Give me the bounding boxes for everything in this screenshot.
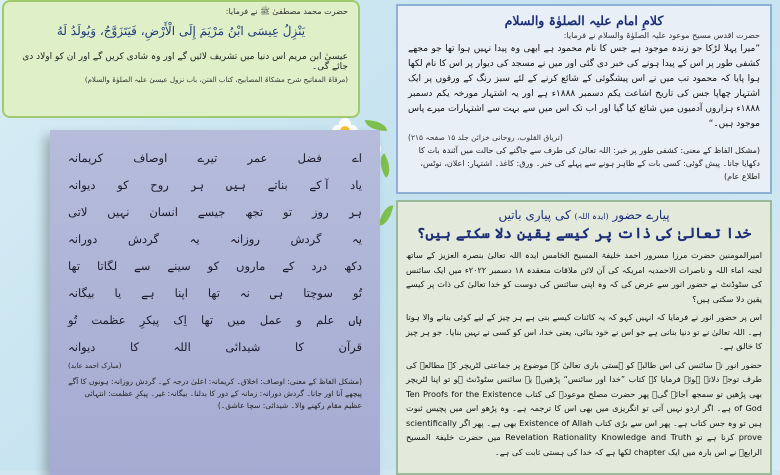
poem-word: کو bbox=[207, 258, 220, 273]
poem-signature: (مبارک احمد عابد) bbox=[68, 362, 122, 370]
poem-word: بناتے bbox=[267, 177, 288, 192]
kalam-card bbox=[396, 4, 772, 194]
poem-word: نہیں bbox=[107, 204, 130, 219]
kalam-intro: حضرت اقدس مسیح موعود علیہ الصلوٰۃ والسلام نے فرمایا: bbox=[563, 31, 760, 40]
hadith-reference: (مرقاۃ المفاتیح شرح مشکاۃ المصابیح، کتاب الفتن، باب نزول عیسیٰ علیہ الصلوٰۃ والسلام) bbox=[84, 76, 348, 84]
poem-word: لگاتا bbox=[97, 258, 118, 273]
poem-line bbox=[68, 333, 362, 360]
poem-word: ہی bbox=[269, 285, 284, 300]
poem-word: پیکرِ bbox=[139, 312, 160, 327]
hadith-heading: حضرت محمد مصطفیٰ ﷺ نے فرمایا: bbox=[225, 7, 348, 16]
poem-word: دورانہ bbox=[68, 231, 98, 246]
poem-word: دیوانہ bbox=[68, 177, 96, 192]
poem-word: گردش bbox=[128, 231, 159, 246]
baatein-paragraph: حضور انور نے سائنس کی اس طالبہ کو ہستی باری تعالیٰ کے موضوع پر جماعتی لٹریچر کے مطالعہ کی طرف توجہ دلاتے ہوئے فرمایا کہ کتاب ”خدا اور سائنس“ پڑھیں۔ یہ سائنس سٹوڈنٹ ہو تو اپنا لٹریچر بھی پڑھیں تو سمجھ آجائے گی۔ پھر حضرت مصلح موعودؓ کی کتاب Ten Proofs for the Existence of God ہے۔ اگر اردو نہیں آتی تو انگریزی میں بھی اس کا ترجمہ ہے۔ وہ پڑھو اس میں پچیس ثبوت ہیں تو وہ جس کتاب ہے۔ پھر اس سے بڑی کتاب Existence of Allah بھی ہے۔ پھر اگر scientifically prove کرنا ہے تو Revelation Rationality Knowledge and Truth میں حضرت خلیفۃ المسیح الرابعؒ نے اس بارہ میں ایک chapter لکھا ہے کہ خدا کی ہستی ثابت کی ہے۔ bbox=[406, 359, 763, 457]
baatein-heading-honorific: (ایدہ اللہ) bbox=[574, 212, 609, 221]
poem-word: عمل bbox=[259, 312, 283, 327]
poem-word: ہیں bbox=[225, 177, 246, 192]
poem-word: لاتی bbox=[68, 204, 88, 219]
baatein-heading-text: پیارے حضور bbox=[612, 208, 670, 222]
poem-word: تھا bbox=[201, 312, 214, 327]
poem-word: علم bbox=[316, 312, 335, 327]
poem-word: اے bbox=[352, 150, 362, 165]
poem-line bbox=[68, 306, 362, 333]
poem-word: یاد bbox=[350, 177, 362, 192]
poem-word: دکھ bbox=[344, 258, 362, 273]
poem-word: عمر bbox=[247, 150, 268, 165]
hadith-arabic-text: يَنْزِلُ عِيسَى ابْنُ مَرْيَمَ إِلَى الْأَرْضِ، فَيَتَزَوَّجُ، وَيُولَدُ لَهُ bbox=[56, 24, 306, 38]
poem-word: تجھ bbox=[245, 204, 264, 219]
poem-line bbox=[68, 198, 362, 225]
poem-word: کے bbox=[282, 258, 295, 273]
poem-word: میں bbox=[227, 312, 246, 327]
baatein-paragraph: اس پر حضور انور نے فرمایا کہ انہیں کہو کہ یہ کائنات کیسے بنی ہے ہر چیز کے لیے کوئی بنانے والا ہوتا ہے۔ اللہ تعالیٰ نے تو دنیا بنانی ہے جو اس نے خود بنائی، یعنی خدا، اس کو کسی نے نہیں بنایا۔ جو ہر چیز کا خالق ہے۔ bbox=[406, 312, 762, 351]
poem-word: دیوانہ bbox=[68, 339, 96, 354]
baatein-title: خدا تعالیٰ کی ذات پر کیسے یقین دلا سکتے ہیں؟ bbox=[416, 225, 752, 242]
poem-word: آ کے bbox=[309, 177, 329, 192]
kalam-glossary: (مشکل الفاظ کے معنی: کشفی طور پر خبر: اللہ تعالیٰ کی طرف سے جاگنے کی حالت میں آئندہ بات کا دکھایا جانا۔ پیش گوئی: کسی بات کے ظاہر ہونے سے پہلے کی خبر۔ ورق: کاغذ۔ اشتہار: اعلان، نوٹس، اطلاع عام) bbox=[418, 146, 760, 181]
poem-card bbox=[50, 130, 380, 475]
poem-word: تھا bbox=[68, 258, 81, 273]
poem-word: تُو bbox=[352, 285, 362, 300]
poem-word: تو bbox=[282, 204, 293, 219]
poem-word: کا bbox=[129, 339, 139, 354]
poem-word: گردش bbox=[290, 231, 322, 246]
poem-word: اپنا bbox=[174, 285, 188, 300]
poem-word: کا bbox=[294, 339, 304, 354]
poem-word: اِک bbox=[173, 312, 187, 327]
poem-line bbox=[68, 225, 362, 252]
poem-line bbox=[68, 252, 362, 279]
poem-word: ہر bbox=[348, 204, 362, 219]
poem-word: قرآن bbox=[338, 339, 362, 354]
poem-word: سوچتا bbox=[303, 285, 333, 300]
poem-word: یا bbox=[114, 285, 122, 300]
poem-word: و bbox=[296, 312, 302, 327]
baatein-paragraph: امیرالمومنین حضرت مرزا مسرور احمد خلیفۃ المسیح الخامس ایدہ اللہ تعالیٰ بنصرہ العزیز کے ساتھ لجنہ اماء اللہ و ناصرات الاحمدیہ امریکہ کی آن لائن ملاقات منعقدہ ۱۸ دسمبر ۲۰۲۲ء میں ایک سائنس کی سٹوڈنٹ نے حضور انور سے عرض کی کہ وہ اپنی سائنس کی دوست کو خدا تعالیٰ کی ذات پر کیسے یقین دلا سکتی ہیں؟ bbox=[406, 250, 763, 304]
poem-lines bbox=[68, 144, 362, 360]
poem-word: انسان bbox=[149, 204, 178, 219]
baatein-heading-tail: کی پیاری باتیں bbox=[498, 208, 571, 222]
pyari-baatein-card bbox=[396, 200, 772, 475]
poem-word: یہ bbox=[352, 231, 362, 246]
poem-line bbox=[68, 144, 362, 171]
poem-word: نہ bbox=[239, 285, 250, 300]
poem-word: سینے bbox=[167, 258, 191, 273]
poem-word: روزانہ bbox=[230, 231, 260, 246]
poem-word: ہے bbox=[141, 285, 155, 300]
poem-word: فضل bbox=[297, 150, 322, 165]
poem-line bbox=[68, 171, 362, 198]
hadith-translation: عیسیٰ ابن مریم اس دنیا میں تشریف لائیں گے اور وہ شادی کریں گے اور ان کو اولاد دی جائے گی۔ bbox=[22, 52, 348, 72]
poem-word: تُو bbox=[68, 312, 78, 327]
poem-word: کریمانہ bbox=[68, 150, 104, 165]
poem-line bbox=[68, 279, 362, 306]
kalam-body: ”میرا پہلا لڑکا جو زندہ موجود ہے جس کا نام محمود ہے ابھی وہ پیدا نہیں ہوا تھا جو مجھے کشفی طور پر اس کے پیدا ہونے کی خبر دی گئی اور میں نے مسجد کی دیوار پر اس کا نام لکھا ہوا پایا کہ محمود تب میں نے اس پیشگوئی کے شائع کرنے کے لئے سبز رنگ کے ورقوں پر ایک اشتہار چھاپا جس کی تاریخ اشاعت یکم دسمبر ۱۸۸۸ء ہے اور یہ اشتہار مورخہ یکم دسمبر ۱۸۸۸ء ہزاروں آدمیوں میں شائع کیا گیا اور اب تک اس میں سے بہت سے اشتہارات میرے پاس موجود ہیں۔“ bbox=[408, 44, 760, 129]
hadith-card bbox=[2, 0, 360, 118]
poem-word: روز bbox=[311, 204, 329, 219]
poem-word: اللہ bbox=[173, 339, 191, 354]
poem-word: اوصاف bbox=[133, 150, 168, 165]
poem-word: سے bbox=[134, 258, 151, 273]
baatein-heading bbox=[406, 208, 762, 222]
poem-word: ماروں bbox=[236, 258, 266, 273]
poem-word: کو bbox=[117, 177, 129, 192]
poem-word: روح bbox=[150, 177, 169, 192]
kalam-title: کلامِ امام علیہ الصلوٰۃ والسلام bbox=[504, 13, 664, 28]
poem-word: جیسے bbox=[197, 204, 226, 219]
poem-word: شیدائی bbox=[225, 339, 261, 354]
kalam-reference: (تریاق القلوب، روحانی خزائن جلد ۱۵ صفحہ ۲۱۵) bbox=[408, 133, 563, 142]
poem-word: تیرے bbox=[197, 150, 218, 165]
poem-glossary: (مشکل الفاظ کے معنی: اوصاف: اخلاق۔ کریمانہ: اعلیٰ درجہ کے۔ گردش روزانہ: ہونوں کا آگے پیچھے آنا اور جانا۔ گردش دورانہ: زمانہ کے دور کا بدلنا۔ بیگانہ: غیر۔ پیکرِ عظمت: انتہائی عظیم مقام رکھنے والا۔ شیدائی: سچا عاشق۔) bbox=[68, 377, 362, 410]
poem-word: ہر bbox=[190, 177, 204, 192]
poem-word: درد bbox=[311, 258, 328, 273]
poem-word: ہاں bbox=[348, 312, 362, 327]
poem-word: بیگانہ bbox=[68, 285, 95, 300]
poem-word: تھا bbox=[207, 285, 220, 300]
poem-word: عظمت bbox=[91, 312, 126, 327]
poem-word: یہ bbox=[189, 231, 200, 246]
